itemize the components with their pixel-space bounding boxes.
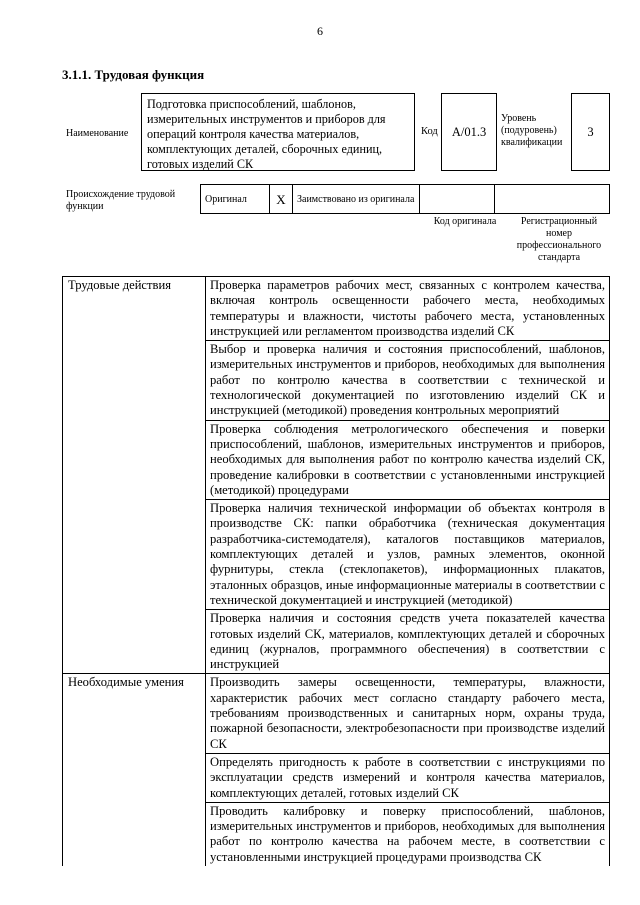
labor-action-item: Проверка параметров рабочих мест, связанных с контролем качества, включая контроль освещенности рабочего места, необходимых температуры и влажности, чистоты рабочего места, установленных инструкцией или регламентом производства изделий СК bbox=[206, 277, 610, 341]
original-mark: Х bbox=[270, 185, 293, 214]
required-skill-item: Определять пригодность к работе в соответствии с инструкциями по эксплуатации средств измерений и контроля качества материалов, комплектующих деталей, готовых изделий СК bbox=[206, 753, 610, 802]
original-code-cell bbox=[420, 185, 495, 214]
required-skill-item: Проводить калибровку и поверку приспособлений, шаблонов, измерительных инструментов и приборов, необходимых для выполнения работ по контролю качества на рабочем месте, в соответствии с установленными инструкцией процедурами производства СК bbox=[206, 802, 610, 866]
section-title: 3.1.1. Трудовая функция bbox=[62, 67, 205, 82]
borrowed-label: Заимствовано из оригинала bbox=[293, 185, 420, 214]
page-number: 6 bbox=[317, 24, 323, 38]
name-label: Наименование bbox=[66, 128, 129, 139]
origin-table bbox=[200, 184, 610, 214]
required-skill-item: Производить замеры освещенности, температуры, влажности, характеристик рабочих мест согласно стандарту рабочего места, требованиям производственных и санитарных норм, охраны труда, пожарной безопасности, электробезопасности при производстве изделий СК bbox=[206, 674, 610, 753]
original-code-caption: Код оригинала bbox=[433, 216, 497, 227]
function-name-box: Подготовка приспособлений, шаблонов, измерительных инструментов и приборов для операций контроля качества материалов, комплектующих деталей, сборочных единиц, готовых изделий СК bbox=[141, 93, 415, 171]
level-label: Уровень (подуровень) квалификации bbox=[501, 113, 563, 148]
labor-action-item: Проверка наличия технической информации об объектах контроля в производстве СК: папки обработчика (техническая документация разработчика-системодателя), каталогов поставщиков материалов, комплектующих деталей и узлов, рамных элементов, оконной фурнитуры, стекла (стеклопакетов), информационных плакатов, эталонных образцов, иные информационные материалы в соответствии с технической документацией и инструкцией (методикой) bbox=[206, 500, 610, 610]
function-details-table bbox=[62, 276, 610, 866]
labor-action-item: Выбор и проверка наличия и состояния приспособлений, шаблонов, измерительных инструментов и приборов, необходимых для выполнения работ по контролю качества в соответствии с технической и технологической документацией по изготовлению изделий СК и инструкцией (методикой) проведения контрольных мероприятий bbox=[206, 341, 610, 420]
origin-label: Происхождение трудовой функции bbox=[66, 189, 176, 212]
registration-number-cell bbox=[495, 185, 610, 214]
registration-number-caption: Регистрационный номер профессионального стандарта bbox=[516, 216, 602, 263]
labor-actions-label: Трудовые действия bbox=[63, 277, 206, 674]
labor-action-item: Проверка соблюдения метрологического обеспечения и поверки приспособлений, шаблонов, измерительных инструментов и приборов, необходимых для выполнения работ по контролю качества изделий СК, проведение калибровки в соответствии с установленными инструкцией (методикой) процедурами bbox=[206, 420, 610, 499]
code-label: Код bbox=[421, 126, 438, 137]
level-value-box: 3 bbox=[571, 93, 610, 171]
code-value-box: А/01.3 bbox=[441, 93, 497, 171]
required-skills-label: Необходимые умения bbox=[63, 674, 206, 866]
original-label: Оригинал bbox=[201, 185, 270, 214]
labor-action-item: Проверка наличия и состояния средств учета показателей качества готовых изделий СК, материалов, комплектующих деталей и сборочных единиц (журналов, программного обеспечения) в соответствии с инструкцией bbox=[206, 610, 610, 674]
